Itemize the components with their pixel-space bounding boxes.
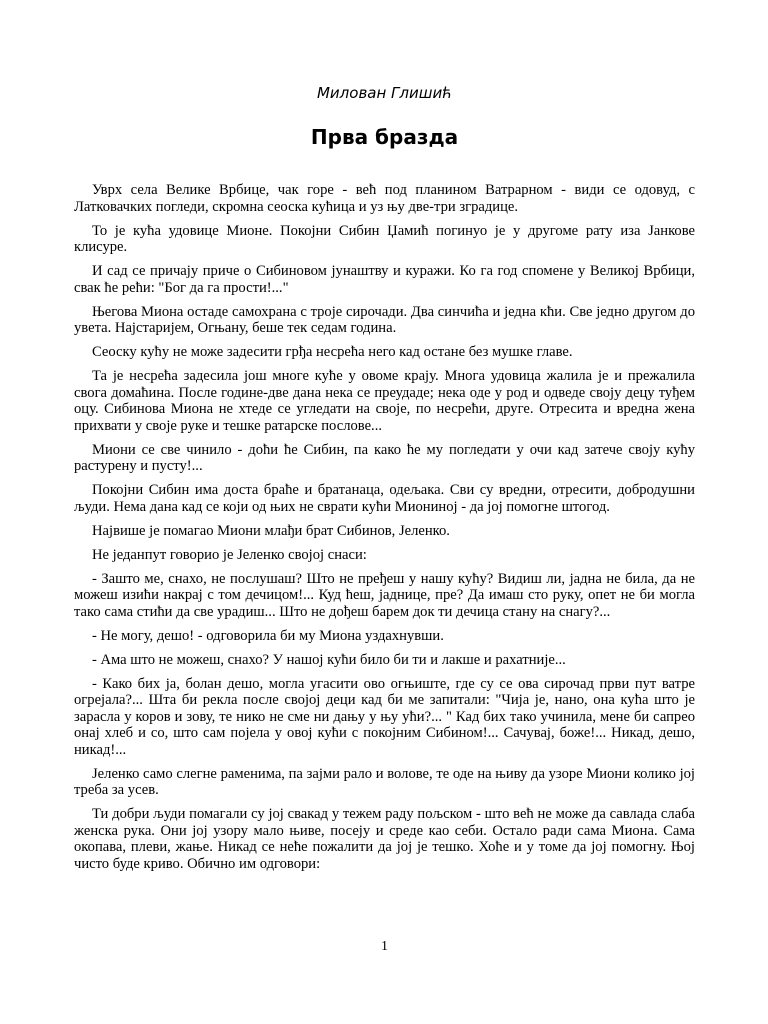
paragraph: - Како бих ја, болан дешо, могла угасити ово огњиште, где су се ова сирочад први пут ватре огрејала?... Шта би рекла после својој деци кад би ме запитали: "Чија је, нано, она кућа што је зарасла у коров и зову, те нико не сме ни дању у њу ући?... " Кад бих тако учинила, мене би сапрео онај хлеб и со, што сам појела у овој кући с покојним Сибином!... Сачувај, боже!... Никад, дешо, никад!... (74, 675, 695, 758)
document-page (74, 0, 695, 1024)
paragraph: Не једанпут говорио је Јеленко својој снаси: (92, 546, 367, 563)
author-name: Милован Глишић (316, 84, 452, 102)
paragraph: Највише је помагао Миони млађи брат Сибинов, Јеленко. (92, 522, 450, 539)
paragraph: И сад се причају приче о Сибиновом јунаштву и куражи. Ко га год спомене у Великој Врбици, свак ће рећи: "Бог да га прости!..." (74, 263, 695, 296)
paragraph: Сеоску кућу не може задесити грђа несрећа него кад остане без мушке главе. (92, 344, 573, 360)
story-title: Прва бразда (310, 125, 459, 149)
paragraph: - Не могу, дешо! - одговорила би му Миона уздахнувши. (92, 627, 444, 644)
paragraph: Јеленко само слегне раменима, па зајми рало и волове, те оде на њиву да узоре Миони колико јој треба за усев. (74, 765, 695, 798)
paragraph: То је кућа удовице Мионе. Покојни Сибин Џамић погинуо је у другоме рату иза Јанкове клисуре. (74, 222, 695, 255)
paragraph: Покојни Сибин има доста браће и братанаца, одељака. Сви су вредни, отресити, добродушни људи. Нема дана кад се који од њих не сврати кући Миониној - да јој помогне штогод. (74, 482, 695, 515)
story-body (74, 182, 695, 880)
paragraph: Његова Миона остаде самохрана с троје сирочади. Два синчића и једна кћи. Све једно другом до увета. Најстаријем, Огњану, беше тек седам година. (74, 303, 695, 336)
paragraph: Миони се све чинило - доћи ће Сибин, па како ће му погледати у очи кад затече своју кућу растурену и пусту!... (74, 441, 695, 474)
paragraph: - Зашто ме, снахо, не послушаш? Што не пређеш у нашу кућу? Видиш ли, јадна не била, да не можеш изићи накрај с том дечицом!... Куд ћеш, јаднице, пре? Да имаш сто руку, опет не би могла тако сама стићи да све урадиш... Што не дођеш барем док ти дечица стану на снагу?... (74, 570, 695, 620)
page-number: 1 (381, 939, 388, 954)
paragraph: Уврх села Велике Врбице, чак горе - већ под планином Ватрарном - види се одовуд, с Латковачких погледи, скромна сеоска кућица и уз њу две-три зградице. (74, 182, 695, 215)
paragraph: Ти добри људи помагали су јој свакад у тежем раду пољском - што већ не може да савлада слаба женска рука. Они јој узору мало њиве, посеју и среде као себи. Остало ради сама Миона. Сама окопава, плеви, жање. Никад се неће пожалити да јој је тешко. Хоће и у томе да јој помогну. Њој чисто буде криво. Обично им одговори: (74, 806, 695, 872)
paragraph: - Ама што не можеш, снахо? У нашој кући било би ти и лакше и рахатније... (92, 651, 566, 668)
paragraph: Та је несрећа задесила још многе куће у овоме крају. Многа удовица жалила је и прежалила свога домаћина. После године-две дана нека се преудаде; нека оде у род и одведе своју децу туђем оцу. Сибинова Миона не хтеде се угледати на своје, по несрећи, друге. Отресита и вредна жена прихвати у своје руке и тешке ратарске послове... (74, 368, 695, 434)
